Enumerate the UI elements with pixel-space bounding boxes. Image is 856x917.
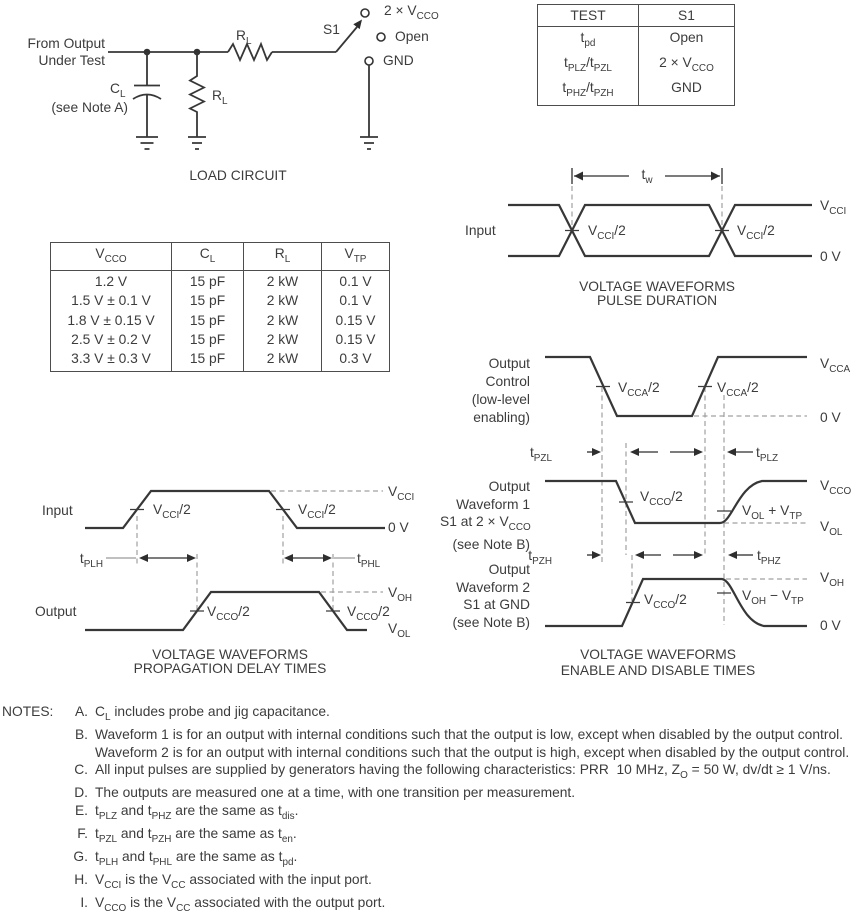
prd-voh-level-label: $V_{OH}$ [388, 585, 413, 604]
ground-symbol-s1 [360, 137, 378, 149]
table-cell: $t_{PLZ}/t_{PZL}$ [538, 53, 639, 78]
s1-label: S1 [323, 22, 340, 37]
notes-list [66, 703, 856, 917]
table-cell: 15 pF [172, 271, 244, 291]
test-table-header-s1: S1 [639, 5, 734, 27]
tphl-label: $t_{PHL}$ [357, 551, 381, 570]
note-item: Waveform 2 is for an output with internal conditions such that the output is high, except when disabled by the output control. [95, 744, 850, 760]
tplz-label: $t_{PLZ}$ [756, 445, 779, 464]
load-circuit-title: LOAD CIRCUIT [189, 168, 287, 183]
prd-vcci-level-label: $V_{CCI}$ [388, 484, 415, 503]
s1-pos-open-label: Open [395, 29, 429, 44]
prd-input-label: Input [42, 503, 73, 518]
table-cell: 2 kW [244, 291, 322, 310]
load-table-header-cl: $C_L$ [172, 243, 244, 271]
note-item: B. Waveform 1 is for an output with internal conditions such that the output is low, except when disabled by the output control. [74, 727, 844, 743]
prd-title-line1: VOLTAGE WAVEFORMS [152, 647, 308, 662]
table-cell: 15 pF [172, 311, 244, 330]
prd-output-label: Output [35, 604, 77, 619]
table-cell: 0.1 V [339, 273, 372, 289]
tplh-dimension [106, 554, 196, 562]
table-cell: 2 kW [244, 311, 322, 330]
rl-series-label: $R_L$ [236, 28, 252, 47]
pd-input-label: Input [465, 223, 496, 238]
rl-shunt-label: $R_L$ [212, 88, 228, 107]
table-cell: 0.15 V [335, 312, 376, 328]
threshold-ticks [130, 510, 340, 612]
load-table-header-vtp: $V_{TP}$ [322, 243, 389, 271]
tpzl-label: $t_{PZL}$ [529, 445, 552, 464]
prd-vol-level-label: $V_{OL}$ [388, 621, 411, 640]
output-waveform2-label: Output Waveform 2 S1 at GND (see Note B) [452, 562, 530, 630]
ground-symbol-rl [188, 137, 206, 149]
table-cell: 15 pF [172, 291, 244, 310]
note-item: D. The outputs are measured one at a time, with one transition per measurement. [74, 785, 576, 801]
pd-0v-level-label: 0 V [820, 249, 841, 264]
load-table-header-vcco: $V_{CCO}$ [51, 243, 172, 271]
ed-vcca-half-left-label: $V_{CCA}/2$ [618, 380, 660, 399]
table-cell: 1.5 V ± 0.1 V [51, 291, 172, 310]
ed-title-line2: ENABLE AND DISABLE TIMES [560, 663, 756, 678]
table-cell: 3.3 V ± 0.3 V [51, 349, 172, 370]
ed-vcco-level-label: $V_{CCO}$ [820, 478, 852, 497]
table-cell: $2 \times V_{CCO}$ [659, 54, 714, 74]
table-cell: 2 kW [244, 349, 322, 370]
notes-section [0, 703, 856, 917]
note-item: C. All input pulses are supplied by generators having the following characteristics: PRR 10 MHz, $Z_O = 50$ W, dv/dt ≥ 1 V/ns. [74, 761, 831, 781]
s1-pos-2xvcco-label: $2 \times V_{CCO}$ [384, 3, 439, 22]
dashed-guides [572, 186, 722, 227]
table-cell: 2.5 V ± 0.2 V [51, 330, 172, 349]
ed-vcca-half-right-label: $V_{CCA}/2$ [717, 380, 759, 399]
output-control-waveform [545, 357, 807, 416]
prd-vcci-half-right-label: $V_{CCI}/2$ [298, 502, 336, 521]
tpzl-tplz-dimensions [587, 448, 753, 456]
pd-vcci-half-left-label: $V_{CCI}/2$ [588, 223, 626, 242]
tphz-label: $t_{PHZ}$ [757, 548, 781, 567]
ed-0v-bottom-level-label: 0 V [820, 618, 841, 633]
output-waveform1-label: Output Waveform 1 S1 at $2 \times V_{CCO}$ (see Note B) [440, 479, 531, 553]
table-cell: 15 pF [172, 349, 244, 370]
ed-title-line1: VOLTAGE WAVEFORMS [580, 647, 736, 662]
table-cell: 2 kW [244, 330, 322, 349]
s1-pos-gnd-label: GND [383, 53, 414, 68]
table-cell: 0.1 V [339, 293, 372, 309]
pd-vcci-half-right-label: $V_{CCI}/2$ [737, 223, 775, 242]
prd-vcci-half-left-label: $V_{CCI}/2$ [153, 502, 191, 521]
pd-title-line2: PULSE DURATION [596, 293, 718, 308]
source-label: From Output Under Test [27, 36, 105, 68]
table-cell: 0.15 V [335, 331, 376, 347]
prd-vcco-half-left-label: $V_{CCO}/2$ [207, 604, 250, 623]
note-item: H. $V_{CCI}$ is the $V_{CC}$ associated with the input port. [74, 872, 372, 891]
test-s1-table [537, 4, 735, 106]
prd-0v-level-label: 0 V [388, 520, 409, 535]
dashed-guides [137, 516, 333, 610]
note-item: G. $t_{PLH}$ and $t_{PHL}$ are the same as $t_{pd}$. [73, 848, 298, 868]
ed-vol-level-label: $V_{OL}$ [820, 519, 843, 538]
prd-title-line2: PROPAGATION DELAY TIMES [133, 661, 327, 676]
ed-voh-level-label: $V_{OH}$ [820, 570, 845, 589]
ed-0v-top-level-label: 0 V [820, 410, 841, 425]
resistor-shunt-symbol [190, 52, 204, 137]
table-cell: 15 pF [172, 330, 244, 349]
note-item: A. $C_L$ includes probe and jig capacitance. [74, 704, 330, 723]
prd-vcco-half-right-label: $V_{CCO}/2$ [347, 604, 390, 623]
tpzh-label: $t_{PZH}$ [528, 548, 552, 567]
table-cell: 0.3 V [339, 351, 372, 367]
ed-vcca-level-label: $V_{CCA}$ [820, 356, 851, 375]
tpzh-tphz-dimensions [587, 551, 753, 559]
switch-s1 [336, 9, 385, 65]
table-cell: 1.2 V [51, 271, 172, 291]
capacitor-symbol [133, 52, 161, 137]
cl-label: $C_L$ [110, 81, 126, 100]
table-cell: GND [671, 79, 702, 95]
tplh-label: $t_{PLH}$ [79, 551, 103, 570]
ed-vcco-half-2-label: $V_{CCO}/2$ [644, 592, 687, 611]
table-cell: $t_{PHZ}/t_{PZH}$ [538, 78, 639, 106]
output-control-label: Output Control (low-level enabling) [471, 356, 530, 425]
notes-heading: NOTES: [2, 704, 54, 719]
pd-vcci-level-label: $V_{CCI}$ [820, 198, 847, 217]
tw-label: $t_w$ [629, 167, 665, 188]
pd-title-line1: VOLTAGE WAVEFORMS [579, 279, 735, 294]
load-table-header-rl: $R_L$ [244, 243, 322, 271]
ed-vcco-half-1-label: $V_{CCO}/2$ [640, 489, 683, 508]
cl-note-label: (see Note A) [51, 100, 128, 115]
ground-symbol-cl [136, 137, 158, 149]
note-item: E. $t_{PLZ}$ and $t_{PHZ}$ are the same as $t_{dis}$. [74, 802, 299, 822]
table-cell: Open [669, 30, 704, 45]
tphl-dimension [284, 554, 355, 562]
load-values-table [50, 242, 390, 372]
table-cell: 1.8 V ± 0.15 V [51, 311, 172, 330]
table-cell: 2 kW [244, 271, 322, 291]
test-table-header-test: TEST [538, 5, 639, 27]
table-cell: $t_{pd}$ [538, 27, 639, 53]
ed-voh-minus-vtp-label: $V_{OH} - V_{TP}$ [742, 588, 804, 607]
note-item: I. $V_{CCO}$ is the $V_{CC}$ associated with the output port. [80, 895, 386, 914]
ed-vol-plus-vtp-label: $V_{OL} + V_{TP}$ [742, 503, 803, 522]
note-item: F. $t_{PZL}$ and $t_{PZH}$ are the same as $t_{en}$. [77, 825, 297, 845]
